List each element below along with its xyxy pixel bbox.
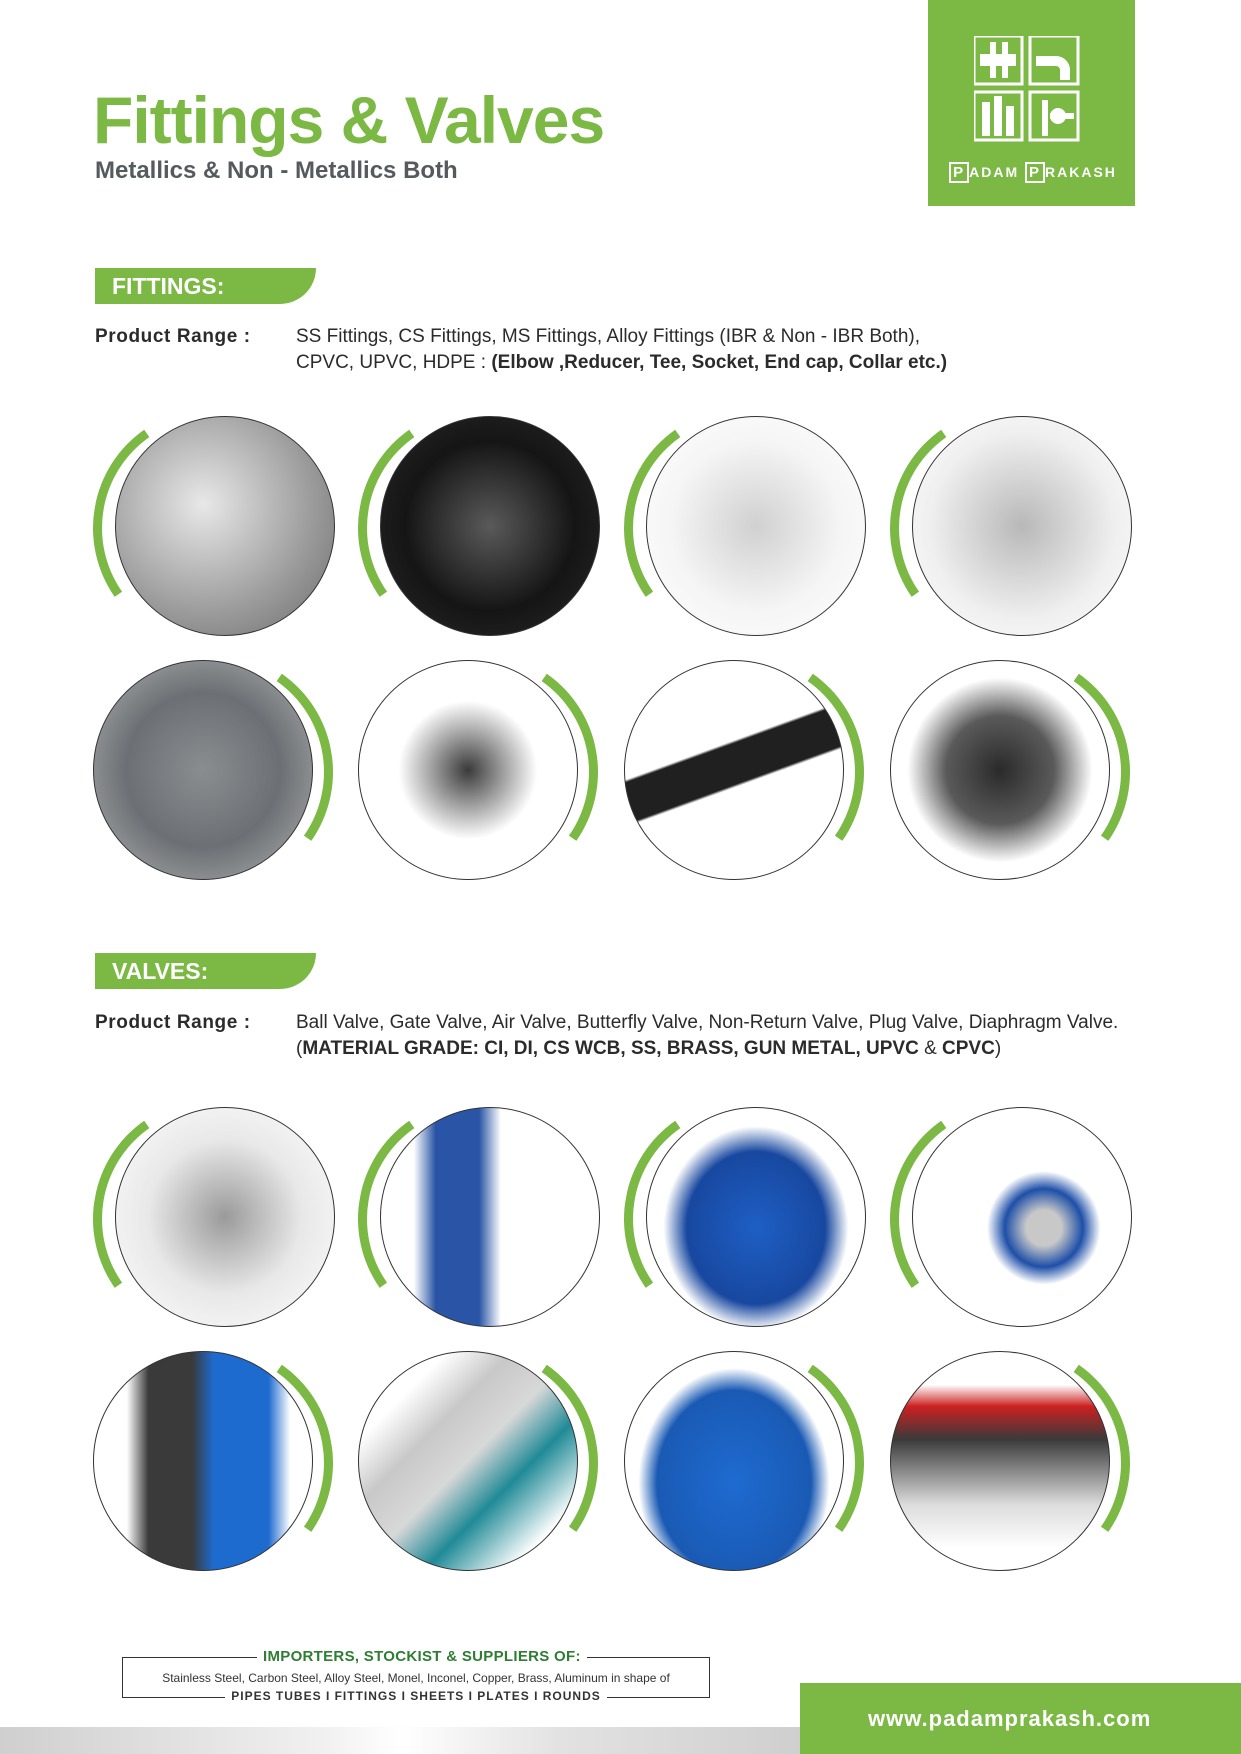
fittings-image-7: [624, 652, 864, 892]
non-return-valves-photo: [93, 1351, 313, 1571]
plug-valves-photo: [358, 1351, 578, 1571]
fittings-range-label: Product Range :: [95, 326, 251, 347]
fittings-image-1: [93, 408, 333, 648]
ampersand: &: [918, 1038, 943, 1059]
fittings-range-line-2: [296, 350, 1196, 376]
fittings-range-text: [296, 324, 1196, 376]
upvc-ball-valves-photo: [890, 1351, 1110, 1571]
pp-compression-fittings-photo: [890, 660, 1110, 880]
fittings-image-6: [358, 652, 598, 892]
ball-valves-photo: [115, 1107, 335, 1327]
material-grade-cpvc: CPVC: [942, 1038, 995, 1059]
fittings-range-line-1: SS Fittings, CS Fittings, MS Fittings, Alloy Fittings (IBR & Non - IBR Both),: [296, 326, 921, 347]
valves-image-1: [93, 1099, 333, 1339]
air-valve-photo: [646, 1107, 866, 1327]
hdpe-pipe-fittings-photo: [624, 660, 844, 880]
importers-shapes: PIPES TUBES I FITTINGS I SHEETS I PLATES I ROUNDS: [225, 1689, 606, 1703]
pipes-logo-icon: [974, 36, 1084, 146]
valves-heading: VALVES:: [95, 953, 316, 989]
page-title: Fittings & Valves: [93, 83, 605, 157]
ss-threaded-fittings-photo: [115, 416, 335, 636]
valves-range-line-1: Ball Valve, Gate Valve, Air Valve, Butterfly Valve, Non-Return Valve, Plug Valve, Diaphragm Valve.: [296, 1012, 1119, 1033]
fittings-types: (Elbow ,Reducer, Tee, Socket, End cap, Collar etc.): [491, 352, 948, 373]
valves-image-5: [93, 1343, 333, 1583]
valves-image-4: [890, 1099, 1130, 1339]
importers-title: IMPORTERS, STOCKIST & SUPPLIERS OF:: [257, 1648, 587, 1665]
fittings-image-4: [890, 408, 1130, 648]
fittings-image-5: [93, 652, 333, 892]
diaphragm-valve-photo: [624, 1351, 844, 1571]
importers-materials: Stainless Steel, Carbon Steel, Alloy Steel, Monel, Inconel, Copper, Brass, Aluminum in shape of: [162, 1671, 670, 1685]
logo-word-1: ADAM: [969, 164, 1020, 180]
page-subtitle: Metallics & Non - Metallics Both: [95, 157, 458, 184]
paren-open: (: [296, 1038, 303, 1059]
valves-image-8: [890, 1343, 1130, 1583]
valves-image-3: [624, 1099, 864, 1339]
logo-initial-p2: P: [1025, 162, 1045, 183]
valves-image-2: [358, 1099, 598, 1339]
importers-box: [122, 1648, 710, 1703]
upvc-grey-fittings-photo: [93, 660, 313, 880]
valves-range-text: [296, 1010, 1196, 1062]
paren-close: ): [994, 1038, 1002, 1059]
valves-range-line-2: [296, 1036, 1196, 1062]
logo-initial-p1: P: [949, 162, 969, 183]
galvanized-fittings-photo: [646, 416, 866, 636]
valves-range-label: Product Range :: [95, 1012, 251, 1033]
valves-image-6: [358, 1343, 598, 1583]
website-link[interactable]: www.padamprakash.com: [800, 1683, 1241, 1754]
fittings-image-8: [890, 652, 1130, 892]
gate-valves-photo: [380, 1107, 600, 1327]
ss-buttweld-fittings-photo: [912, 416, 1132, 636]
material-grades: MATERIAL GRADE: CI, DI, CS WCB, SS, BRASS, GUN METAL, UPVC: [302, 1038, 919, 1059]
black-cs-elbows-photo: [380, 416, 600, 636]
brand-name: [948, 162, 1118, 183]
black-hdpe-fittings-photo: [358, 660, 578, 880]
fittings-image-3: [624, 408, 864, 648]
fittings-image-2: [358, 408, 598, 648]
decorative-metal-strip: [0, 1727, 800, 1754]
fittings-heading: FITTINGS:: [95, 268, 316, 304]
butterfly-valve-photo: [912, 1107, 1132, 1327]
logo-word-2: RAKASH: [1045, 164, 1117, 180]
valves-image-7: [624, 1343, 864, 1583]
fittings-materials: CPVC, UPVC, HDPE :: [296, 352, 492, 373]
brand-logo: [928, 0, 1135, 206]
